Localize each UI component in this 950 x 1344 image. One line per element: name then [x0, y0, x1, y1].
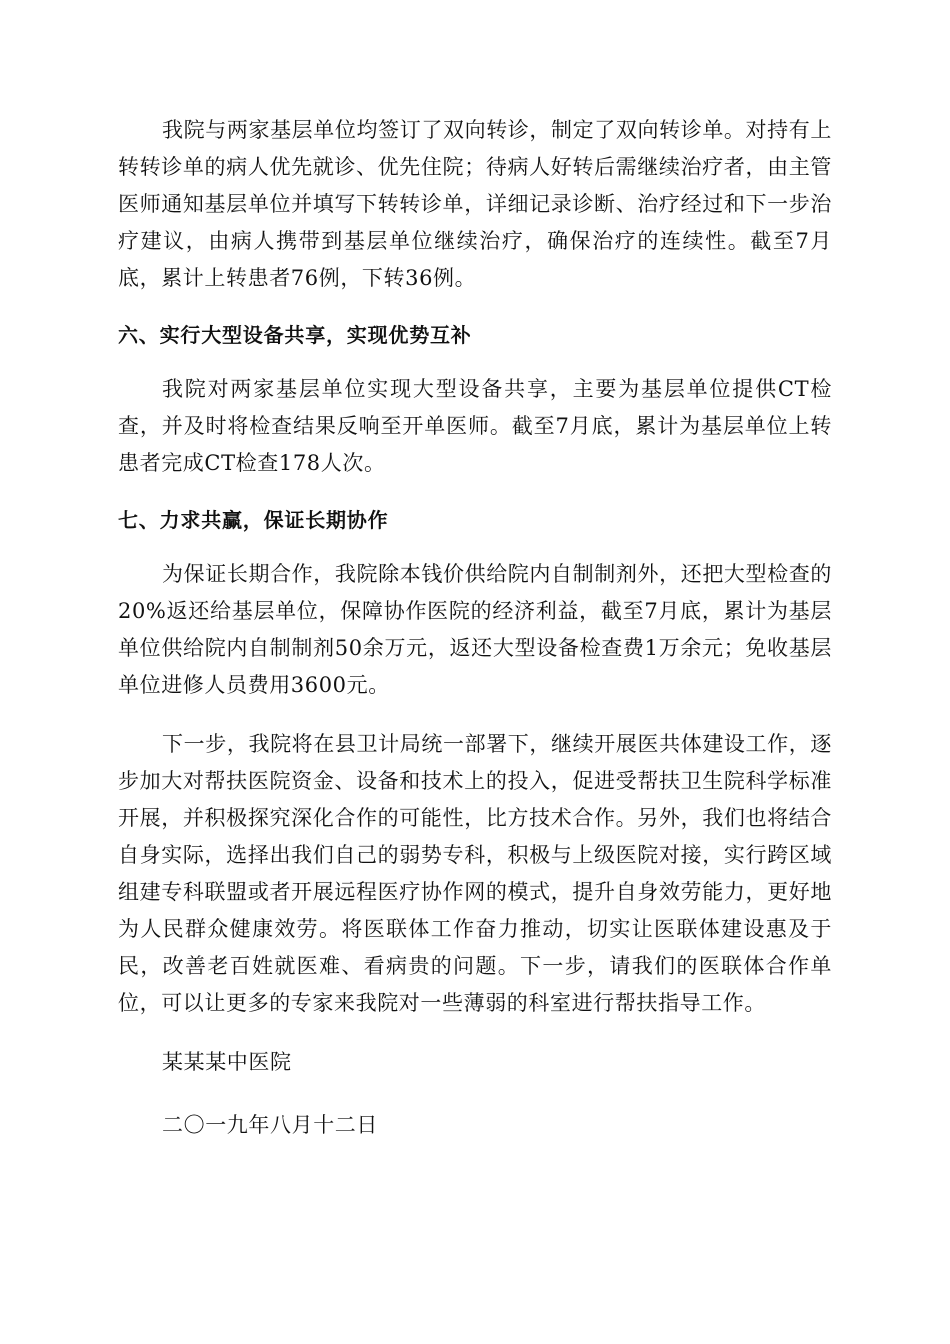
section6-paragraph: 我院对两家基层单位实现大型设备共享，主要为基层单位提供CT检查，并及时将检查结果反响至开单医师。截至7月底，累计为基层单位上转患者完成CT检查178人次。 [118, 377, 832, 475]
signature-organization: 某某某中医院 [162, 1050, 292, 1074]
section7-paragraph: 为保证长期合作，我院除本钱价供给院内自制制剂外，还把大型检查的20%返还给基层单位，保障协作医院的经济利益，截至7月底，累计为基层单位供给院内自制制剂50余万元，返还大型设备检查费1万余元；免收基层单位进修人员费用3600元。 [118, 562, 832, 697]
closing-paragraph: 下一步，我院将在县卫计局统一部署下，继续开展医共体建设工作，逐步加大对帮扶医院资金、设备和技术上的投入，促进受帮扶卫生院科学标准开展，并积极探究深化合作的可能性，比方技术合作。另外，我们也将结合自身实际，选择出我们自己的弱势专科，积极与上级医院对接，实行跨区域组建专科联盟或者开展远程医疗协作网的模式，提升自身效劳能力，更好地为人民群众健康效劳。将医联体工作奋力推动，切实让医联体建设惠及于民，改善老百姓就医难、看病贵的问题。下一步，请我们的医联体合作单位，可以让更多的专家来我院对一些薄弱的科室进行帮扶指导工作。 [118, 732, 832, 1015]
section5-paragraph: 我院与两家基层单位均签订了双向转诊，制定了双向转诊单。对持有上转转诊单的病人优先就诊、优先住院；待病人好转后需继续治疗者，由主管医师通知基层单位并填写下转转诊单，详细记录诊断、治疗经过和下一步治疗建议，由病人携带到基层单位继续治疗，确保治疗的连续性。截至7月底，累计上转患者76例，下转36例。 [118, 118, 832, 290]
signature-date: 二〇一九年八月十二日 [162, 1113, 378, 1137]
section6-heading: 六、实行大型设备共享，实现优势互补 [118, 323, 472, 347]
section7-heading: 七、力求共赢，保证长期协作 [118, 508, 389, 532]
